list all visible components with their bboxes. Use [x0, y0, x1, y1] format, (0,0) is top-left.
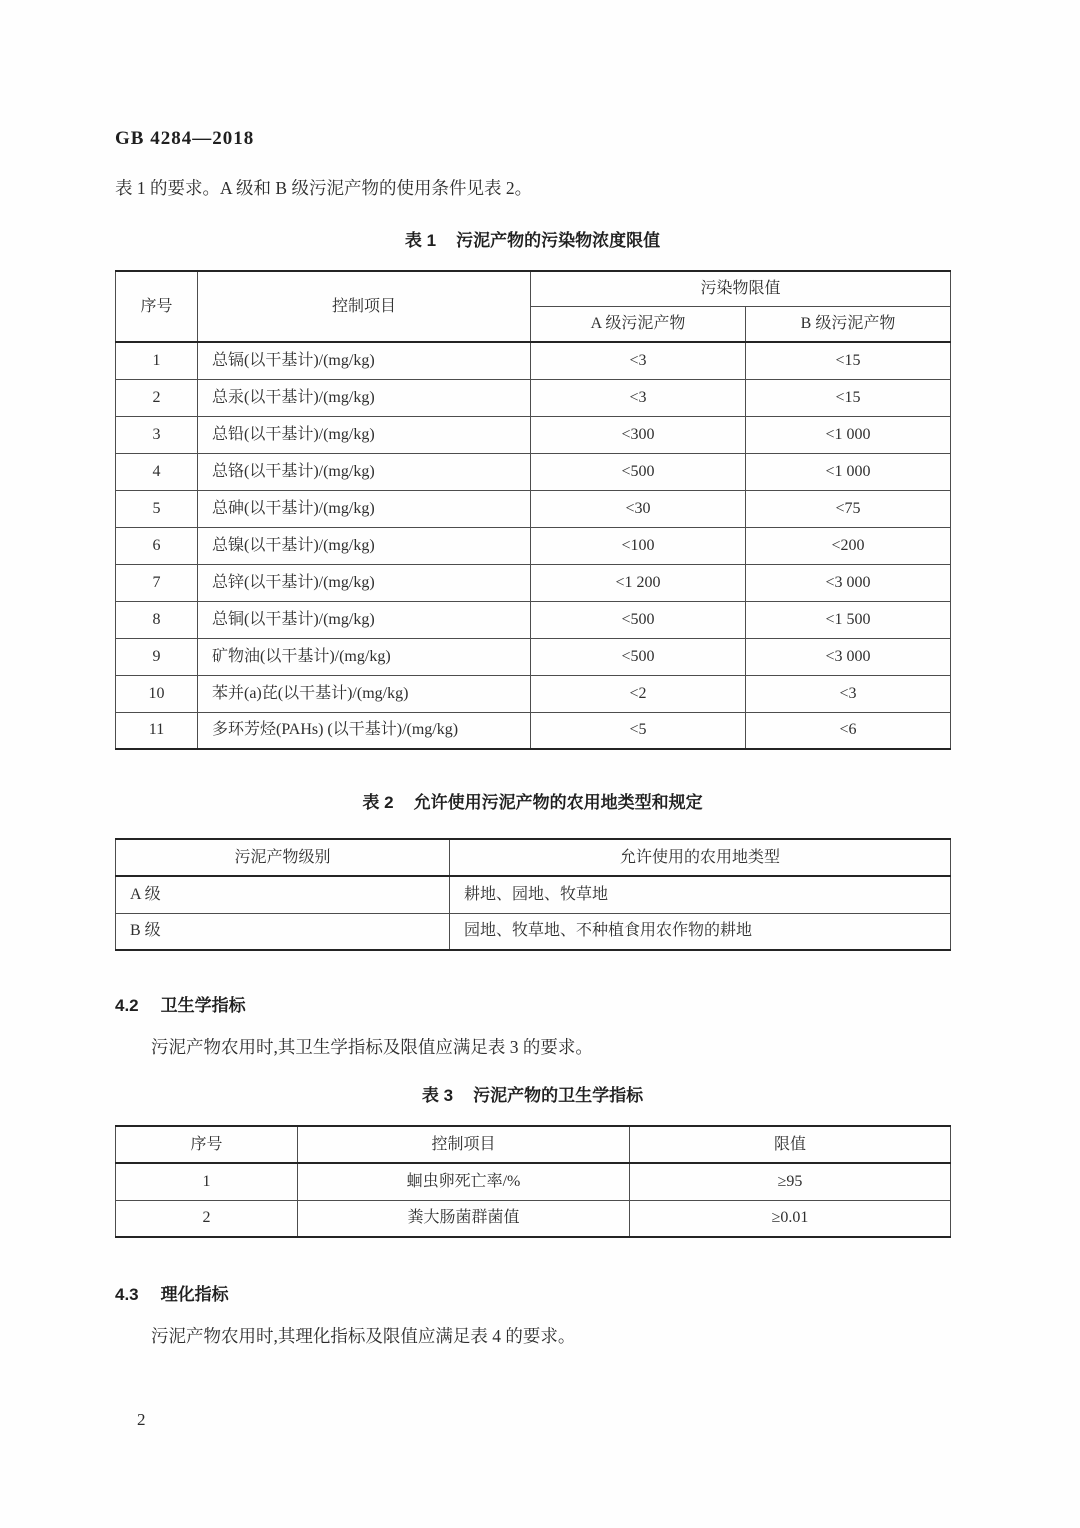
table-row — [116, 913, 951, 950]
cell-limit-a: <1 200 — [531, 564, 746, 601]
cell-limit-a: <300 — [531, 416, 746, 453]
cell-item: 总镉(以干基计)/(mg/kg) — [198, 342, 531, 379]
cell-limit-b: <200 — [746, 527, 951, 564]
cell-limit-b: <1 500 — [746, 601, 951, 638]
table-row — [116, 379, 951, 416]
cell-item: 矿物油(以干基计)/(mg/kg) — [198, 638, 531, 675]
table3-header-no: 序号 — [116, 1126, 298, 1163]
section-heading-4-3 — [115, 1280, 950, 1304]
cell-no: 4 — [116, 453, 198, 490]
page-number: 2 — [137, 1410, 146, 1429]
table1-header-item: 控制项目 — [198, 271, 531, 342]
table-row — [116, 416, 951, 453]
table-row — [116, 1163, 951, 1200]
table-row — [116, 564, 951, 601]
table2-caption — [115, 788, 950, 812]
cell-no: 1 — [116, 342, 198, 379]
table3-caption-label: 表 3 — [421, 1086, 454, 1105]
table1-caption-label: 表 1 — [404, 231, 437, 250]
cell-limit-b: <3 000 — [746, 564, 951, 601]
cell-no: 11 — [116, 712, 198, 749]
table2-caption-title: 允许使用污泥产物的农用地类型和规定 — [413, 793, 703, 812]
cell-limit: ≥95 — [630, 1163, 951, 1200]
intro-paragraph: 表 1 的要求。A 级和 B 级污泥产物的使用条件见表 2。 — [115, 178, 533, 198]
cell-item: 总砷(以干基计)/(mg/kg) — [198, 490, 531, 527]
cell-limit-a: <3 — [531, 342, 746, 379]
cell-grade: A 级 — [116, 876, 450, 913]
cell-land: 园地、牧草地、不种植食用农作物的耕地 — [450, 913, 951, 950]
table-row — [116, 601, 951, 638]
cell-no: 3 — [116, 416, 198, 453]
cell-no: 8 — [116, 601, 198, 638]
cell-limit-b: <1 000 — [746, 416, 951, 453]
cell-grade: B 级 — [116, 913, 450, 950]
cell-item: 总铜(以干基计)/(mg/kg) — [198, 601, 531, 638]
cell-no: 2 — [116, 379, 198, 416]
table3-caption-title: 污泥产物的卫生学指标 — [473, 1086, 644, 1105]
cell-limit-b: <6 — [746, 712, 951, 749]
table3-header-limit: 限值 — [630, 1126, 951, 1163]
cell-limit-b: <3 — [746, 675, 951, 712]
section-heading-4-2 — [115, 991, 950, 1015]
cell-land: 耕地、园地、牧草地 — [450, 876, 951, 913]
cell-no: 2 — [116, 1200, 298, 1237]
table2-header-grade: 污泥产物级别 — [116, 839, 450, 876]
table-row — [116, 1200, 951, 1237]
section-number: 4.2 — [115, 996, 139, 1015]
cell-limit-b: <75 — [746, 490, 951, 527]
cell-item: 总锌(以干基计)/(mg/kg) — [198, 564, 531, 601]
table-pollutant-limits — [115, 270, 951, 750]
cell-no: 9 — [116, 638, 198, 675]
cell-limit-b: <1 000 — [746, 453, 951, 490]
cell-limit-a: <5 — [531, 712, 746, 749]
cell-no: 6 — [116, 527, 198, 564]
table-row — [116, 638, 951, 675]
table-row — [116, 876, 951, 913]
table-row — [116, 342, 951, 379]
cell-limit-a: <500 — [531, 638, 746, 675]
table-row — [116, 675, 951, 712]
cell-item: 总镍(以干基计)/(mg/kg) — [198, 527, 531, 564]
cell-limit-a: <500 — [531, 601, 746, 638]
table-farmland-types — [115, 838, 951, 951]
cell-item: 蛔虫卵死亡率/% — [298, 1163, 630, 1200]
cell-limit-a: <30 — [531, 490, 746, 527]
section-4-2-body: 污泥产物农用时,其卫生学指标及限值应满足表 3 的要求。 — [151, 1037, 593, 1057]
table1-header-grade-b: B 级污泥产物 — [746, 306, 951, 342]
table2-header-land: 允许使用的农用地类型 — [450, 839, 951, 876]
table3-header-item: 控制项目 — [298, 1126, 630, 1163]
table-row — [116, 490, 951, 527]
table-row — [116, 527, 951, 564]
cell-limit-a: <3 — [531, 379, 746, 416]
cell-limit-a: <2 — [531, 675, 746, 712]
table-hygiene-indicators — [115, 1125, 951, 1238]
table1-header-grade-a: A 级污泥产物 — [531, 306, 746, 342]
table-row — [116, 712, 951, 749]
table1-header-limit-group: 污染物限值 — [531, 271, 951, 306]
cell-item: 总铅(以干基计)/(mg/kg) — [198, 416, 531, 453]
cell-no: 7 — [116, 564, 198, 601]
cell-limit-b: <15 — [746, 379, 951, 416]
table2-caption-label: 表 2 — [362, 793, 394, 812]
section-title: 理化指标 — [160, 1285, 229, 1304]
table1-caption-title: 污泥产物的污染物浓度限值 — [456, 231, 661, 250]
cell-item: 苯并(a)芘(以干基计)/(mg/kg) — [198, 675, 531, 712]
cell-limit-b: <3 000 — [746, 638, 951, 675]
table1-caption — [115, 226, 950, 250]
standard-code-header: GB 4284—2018 — [115, 128, 255, 149]
cell-item: 多环芳烃(PAHs) (以干基计)/(mg/kg) — [198, 712, 531, 749]
cell-limit-a: <500 — [531, 453, 746, 490]
cell-no: 1 — [116, 1163, 298, 1200]
table3-caption — [115, 1081, 950, 1105]
cell-no: 5 — [116, 490, 198, 527]
table1-header-no: 序号 — [116, 271, 198, 342]
cell-item: 总铬(以干基计)/(mg/kg) — [198, 453, 531, 490]
cell-limit: ≥0.01 — [630, 1200, 951, 1237]
cell-no: 10 — [116, 675, 198, 712]
cell-item: 粪大肠菌群菌值 — [298, 1200, 630, 1237]
cell-limit-b: <15 — [746, 342, 951, 379]
section-number: 4.3 — [115, 1285, 139, 1304]
section-title: 卫生学指标 — [160, 996, 246, 1015]
table-row — [116, 453, 951, 490]
section-4-3-body: 污泥产物农用时,其理化指标及限值应满足表 4 的要求。 — [151, 1326, 576, 1346]
cell-item: 总汞(以干基计)/(mg/kg) — [198, 379, 531, 416]
cell-limit-a: <100 — [531, 527, 746, 564]
